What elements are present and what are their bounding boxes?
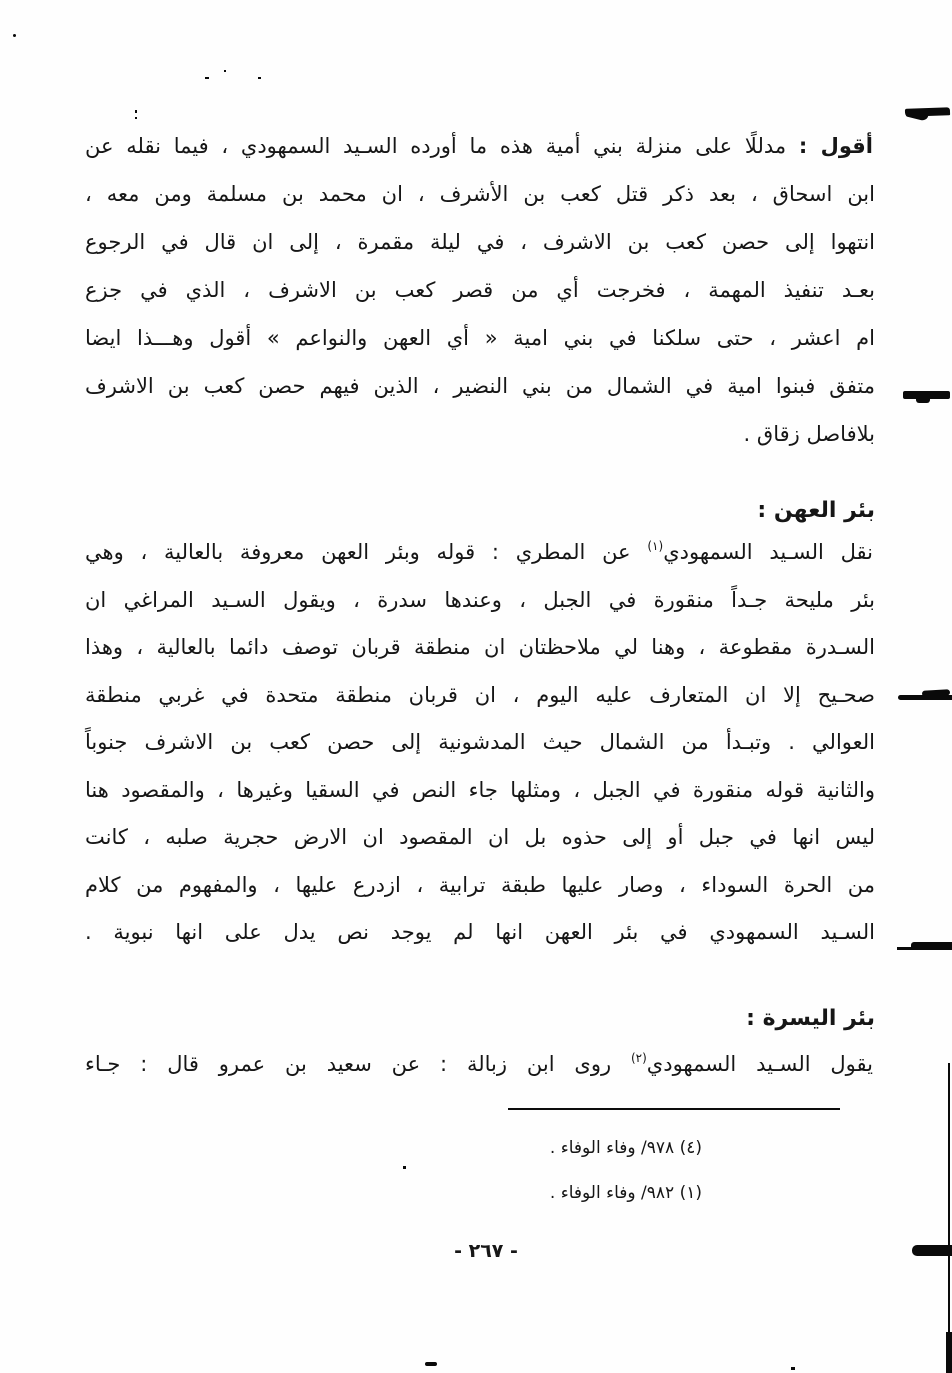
line-text: يقول السـيد السمهودي <box>646 1052 873 1076</box>
paragraph-opening <box>85 122 875 458</box>
section-heading-bir-alyusra: بئر اليسرة : <box>746 1006 875 1032</box>
paragraph-bir-alahn <box>85 523 875 957</box>
text-line <box>85 122 875 170</box>
ink-speck <box>425 1362 437 1366</box>
ink-speck <box>205 77 209 79</box>
text-line: بئر مليحة جـداً منقورة في الجبل ، وعندها سدرة ، ويقول السـيد المراغي ان <box>85 587 875 612</box>
margin-dash-mark <box>897 947 915 950</box>
margin-dash-mark <box>916 399 930 403</box>
footnote-marker: (٢) <box>630 1051 647 1065</box>
text-line: ليس انها في جبل أو إلى حذوه بل ان المقصود ان الارض حجرية صلبه ، كانت <box>85 825 875 849</box>
text-line: العوالي . وتبـدأ من الشمال حيث المدشونية إلى حصن كعب بن الاشرف جنوباً <box>85 730 875 754</box>
footnote-separator <box>508 1108 840 1110</box>
text-line: السـيد السمهودي في بئر العهن انها لم يوجد نص يدل على انها نبوية . <box>85 920 875 944</box>
paragraph-bir-alyusra <box>85 1034 875 1088</box>
lead-word: أقول : <box>798 134 874 158</box>
text-line: بلافاصل زقاق . <box>743 422 875 446</box>
text-line: ابن اسحاق ، بعد ذكر قتل كعب بن الأشرف ، ان محمد بن مسلمة ومن معه ، <box>85 182 875 206</box>
footnote-line: (١) ٩٨٢/ وفاء الوفاء . <box>549 1183 702 1203</box>
text-line <box>85 523 875 577</box>
text-line: من الحرة السوداء ، وصار عليها طبقة ترابية ، ازدرع عليها ، والمفهوم من كلام <box>85 872 875 897</box>
text-line: انتهوا إلى حصن كعب بن الاشرف ، في ليلة مقمرة ، إلى ان قال في الرجوع <box>85 230 875 254</box>
line-text: عن المطري : قوله وبئر العهن معروفة بالعالية ، وهي <box>85 540 648 564</box>
line-text: نقل السـيد السمهودي <box>663 540 873 564</box>
ink-speck <box>135 117 137 119</box>
margin-dash-mark <box>911 942 952 950</box>
margin-dash-mark <box>903 391 950 399</box>
text-line: بعـد تنفيذ المهمة ، فخرجت أي من قصر كعب بن الاشرف ، الذي في جزع <box>85 278 875 302</box>
footnotes <box>232 1126 702 1216</box>
text-line: متفق فبنوا امية في الشمال من بني النضير ، الذين فيهم حصن كعب بن الاشرف <box>85 374 875 398</box>
footnote-marker: (١) <box>647 539 664 553</box>
ink-speck <box>135 110 137 113</box>
scan-edge-line <box>948 1063 950 1373</box>
text-line: ام اعشر ، حتى سلكنا في بني امية « أي العهن والنواعم » أقول وهـــذا ايضا <box>85 326 875 350</box>
page-number: - ٢٦٧ - <box>454 1240 518 1262</box>
ink-blob <box>912 1245 952 1256</box>
text-line <box>85 1034 875 1088</box>
ink-speck <box>791 1367 795 1370</box>
text-line: والثانية قوله منقورة في الجبل ، ومثلها جاء النص في السقيا وغيرها ، والمقصود هنا <box>85 777 875 802</box>
text-line: السـدرة مقطوعة ، وهنا لي ملاحظتان ان منطقة قربان توصف دائما بالعالية ، وهذا <box>85 635 875 659</box>
line-text: روى ابن زبالة : عن سعيد بن عمرو قال : جـاء <box>85 1052 631 1076</box>
scan-edge-line <box>946 1332 952 1373</box>
text-line: صحـيح إلا ان المتعارف عليه اليوم ، ان قربان منطقة متحدة في غربي منطقة <box>85 682 875 707</box>
line-text: مدللًا على منزلة بني أمية هذه ما أورده السـيد السمهودي ، فيما نقله عن <box>85 134 799 158</box>
ink-speck <box>224 70 226 72</box>
ink-speck <box>403 1166 406 1169</box>
footnote-line: (٤) ٩٧٨/ وفاء الوفاء . <box>549 1138 702 1158</box>
ink-speck <box>13 34 16 37</box>
ink-speck <box>258 77 261 79</box>
section-heading-bir-alahn: بئر العهن : <box>757 498 875 524</box>
